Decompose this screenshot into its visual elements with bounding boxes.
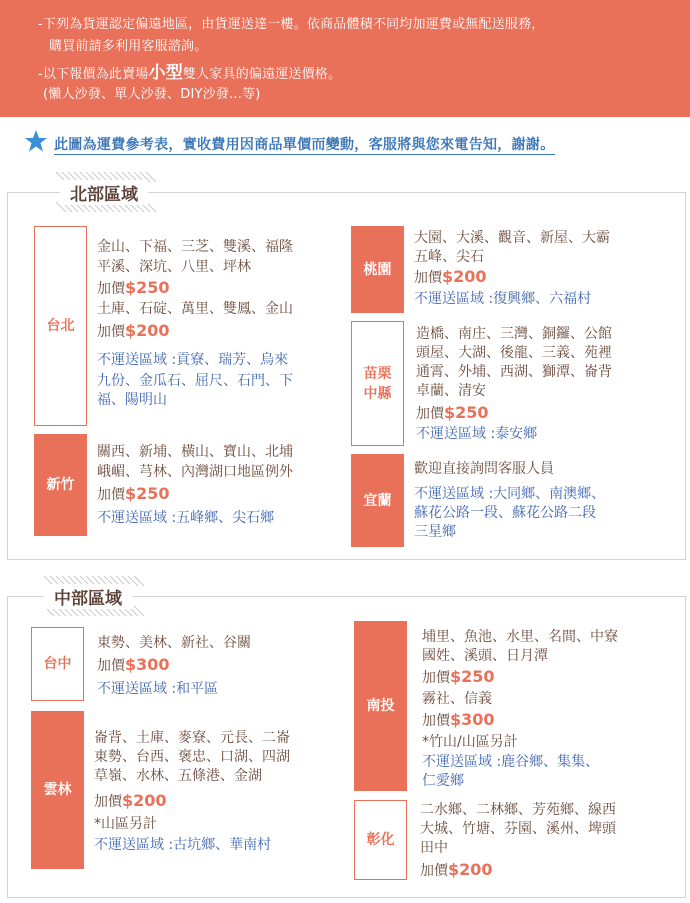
taipei-price-2: 加價$200 [97,321,170,340]
changhua-towns-line-1: 二水鄉、二林鄉、芳苑鄉、線西 [420,802,616,818]
miaoli-price: 加價$250 [416,403,489,422]
miaoli-towns-line-2: 頭屋、大湖、後龍、三義、苑裡 [416,345,612,361]
miaoli-towns-line-4: 卓蘭、清安 [416,383,486,399]
region-label-yunlin: 雲林 [31,711,84,869]
taipei-towns-line-3: 土庫、石碇、萬里、雙鳳、金山 [97,301,293,317]
taichung-no-delivery: 不運送區域 :和平區 [97,681,219,697]
taipei-towns-line-1: 金山、下福、三芝、雙溪、福隆 [97,239,293,255]
yunlin-mountain-note: *山區另計 [94,816,157,832]
yilan-no-delivery-2: 蘇花公路一段、蘇花公路二段 [414,505,596,521]
banner-line-1: -下列為貨運認定偏遠地區，由貨運送達一樓。依商品體積不同均加運費或無配送服務， [38,17,545,32]
yunlin-towns-line-2: 東勢、台西、褒忠、口湖、四湖 [94,749,290,765]
yunlin-price: 加價$200 [94,791,167,810]
info-banner [0,0,690,117]
nantou-price-2: 加價$300 [422,710,495,729]
nantou-towns-line-3: 霧社、信義 [422,691,492,707]
region-label-yilan: 宜蘭 [351,454,404,547]
taoyuan-no-delivery: 不運送區域 :復興鄉、六福村 [414,291,592,307]
changhua-towns-line-2: 大城、竹塘、芬園、溪州、埤頭 [420,821,616,837]
miaoli-towns-line-3: 通霄、外埔、西湖、獅潭、崙背 [416,364,612,380]
nantou-no-delivery-2: 仁愛鄉 [422,773,464,789]
miaoli-no-delivery: 不運送區域 :泰安鄉 [416,426,538,442]
taipei-no-delivery-3: 福、陽明山 [97,392,167,408]
banner-size-highlight: 小型 [148,63,183,83]
region-label-hsinchu: 新竹 [34,434,87,536]
nantou-price-1: 加價$250 [422,667,495,686]
nantou-towns-line-1: 埔里、魚池、水里、名間、中寮 [422,629,618,645]
region-label-taichung: 台中 [31,627,84,701]
region-label-miaoli: 苗栗 中縣 [351,321,404,446]
region-label-changhua: 彰化 [354,800,407,880]
taipei-towns-line-2: 平溪、深坑、八里、坪林 [97,259,251,275]
yunlin-no-delivery: 不運送區域 :古坑鄉、華南村 [94,837,272,853]
taichung-price: 加價$300 [97,655,170,674]
taipei-no-delivery-2: 九份、金瓜石、屈尺、石門、下 [97,373,293,389]
north-region-title: 北部區域 [60,180,148,205]
hsinchu-no-delivery: 不運送區域 :五峰鄉、尖石鄉 [97,510,275,526]
taoyuan-towns-line-1: 大園、大溪、觀音、新屋、大霸 [414,230,610,246]
yilan-no-delivery-3: 三星鄉 [414,524,456,540]
taoyuan-price: 加價$200 [414,267,487,286]
taichung-towns: 東勢、美林、新社、谷關 [97,635,251,651]
hsinchu-towns-line-1: 關西、新埔、橫山、寶山、北埔 [97,444,293,460]
banner-line-4: (懶人沙發、單人沙發、DIY沙發...等) [43,87,261,102]
star-icon [24,129,48,153]
miaoli-towns-line-1: 造橋、南庄、三灣、銅鑼、公館 [416,326,612,342]
region-label-taoyuan: 桃園 [351,226,404,313]
yunlin-towns-line-1: 崙背、土庫、麥寮、元長、二崙 [94,730,290,746]
region-label-nantou: 南投 [354,621,407,791]
notice-text: 此圖為運費參考表，實收費用因商品單價而變動，客服將與您來電告知，謝謝。 [54,134,555,155]
banner-line-2: 購買前請多利用客服諮詢。 [49,39,208,54]
nantou-towns-line-2: 國姓、溪頭、日月潭 [422,648,548,664]
hsinchu-price: 加價$250 [97,484,170,503]
region-label-taipei: 台北 [34,226,87,426]
nantou-mountain-note: *竹山/山區另計 [422,734,518,750]
hsinchu-towns-line-2: 峨嵋、芎林、內灣湖口地區例外 [97,464,293,480]
yilan-no-delivery-1: 不運送區域 :大同鄉、南澳鄉、 [414,486,606,502]
yilan-inquiry: 歡迎直接詢問客服人員 [414,461,554,477]
changhua-price: 加價$200 [420,860,493,879]
taipei-no-delivery-1: 不運送區域 :貢寮、瑞芳、烏來 [97,352,289,368]
changhua-towns-line-3: 田中 [420,840,448,856]
taipei-price-1: 加價$250 [97,278,170,297]
shipping-notice [24,129,684,159]
nantou-no-delivery-1: 不運送區域 :鹿谷鄉、集集、 [422,754,600,770]
banner-line-3: -以下報價為此賣場小型雙人家具的偏遠運送價格。 [38,63,342,83]
yunlin-towns-line-3: 草嶺、水林、五條港、金湖 [94,768,262,784]
taoyuan-towns-line-2: 五峰、尖石 [414,249,484,265]
central-region-title: 中部區域 [44,584,132,609]
